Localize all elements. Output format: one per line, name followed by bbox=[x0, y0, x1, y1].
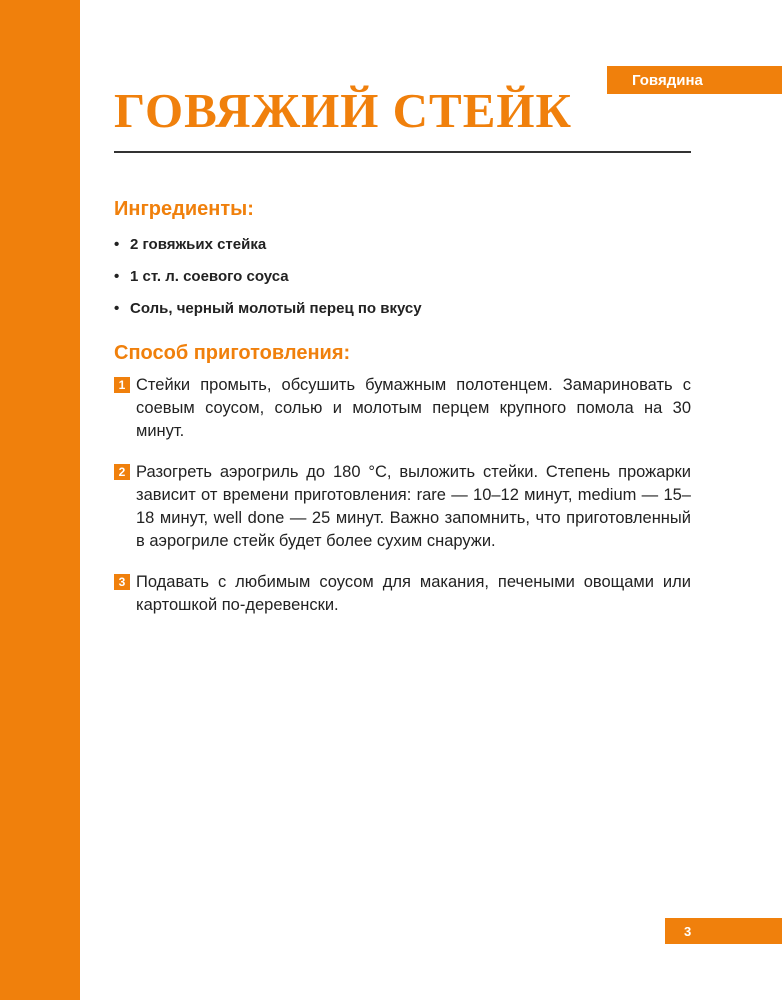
ingredients-list bbox=[114, 236, 422, 332]
ingredient-text: Соль, черный молотый перец по вкусу bbox=[130, 300, 422, 317]
step-text: Разогреть аэрогриль до 180 °С, выложить стейки. Степень прожарки зависит от времени приготовления: rare — 10–12 минут, medium — 15–18 минут, well done — 25 минут. Важно запомнить, что приготовленный в аэрогриле стейк будет более сухим снаружи. bbox=[136, 463, 691, 550]
page-number: 3 bbox=[684, 923, 692, 939]
ingredient-item bbox=[114, 300, 422, 332]
ingredients-heading: Ингредиенты: bbox=[114, 198, 254, 220]
step-item bbox=[114, 571, 691, 617]
step-number: 1 bbox=[114, 377, 130, 393]
step-number: 2 bbox=[114, 464, 130, 480]
category-tab bbox=[607, 66, 782, 94]
ingredient-item bbox=[114, 236, 422, 268]
category-label: Говядина bbox=[632, 71, 703, 89]
step-item bbox=[114, 374, 691, 443]
step-text: Подавать с любимым соусом для макания, печеными овощами или картошкой по-деревенски. bbox=[136, 573, 691, 614]
step-number: 3 bbox=[114, 574, 130, 590]
page-title: ГОВЯЖИЙ СТЕЙК bbox=[114, 83, 573, 138]
method-steps bbox=[114, 374, 691, 635]
page-number-tab bbox=[665, 918, 782, 944]
step-item bbox=[114, 461, 691, 553]
bullet-icon: • bbox=[114, 300, 120, 317]
method-heading: Способ приготовления: bbox=[114, 342, 351, 364]
left-accent-band bbox=[0, 0, 80, 1000]
ingredient-text: 2 говяжьих стейка bbox=[130, 236, 267, 253]
ingredient-item bbox=[114, 268, 422, 300]
bullet-icon: • bbox=[114, 236, 120, 253]
bullet-icon: • bbox=[114, 268, 120, 285]
title-divider bbox=[114, 151, 691, 153]
step-text: Стейки промыть, обсушить бумажным полотенцем. Замариновать с соевым соусом, солью и молотым перцем крупного помола на 30 минут. bbox=[136, 376, 691, 440]
ingredient-text: 1 ст. л. соевого соуса bbox=[130, 268, 289, 285]
